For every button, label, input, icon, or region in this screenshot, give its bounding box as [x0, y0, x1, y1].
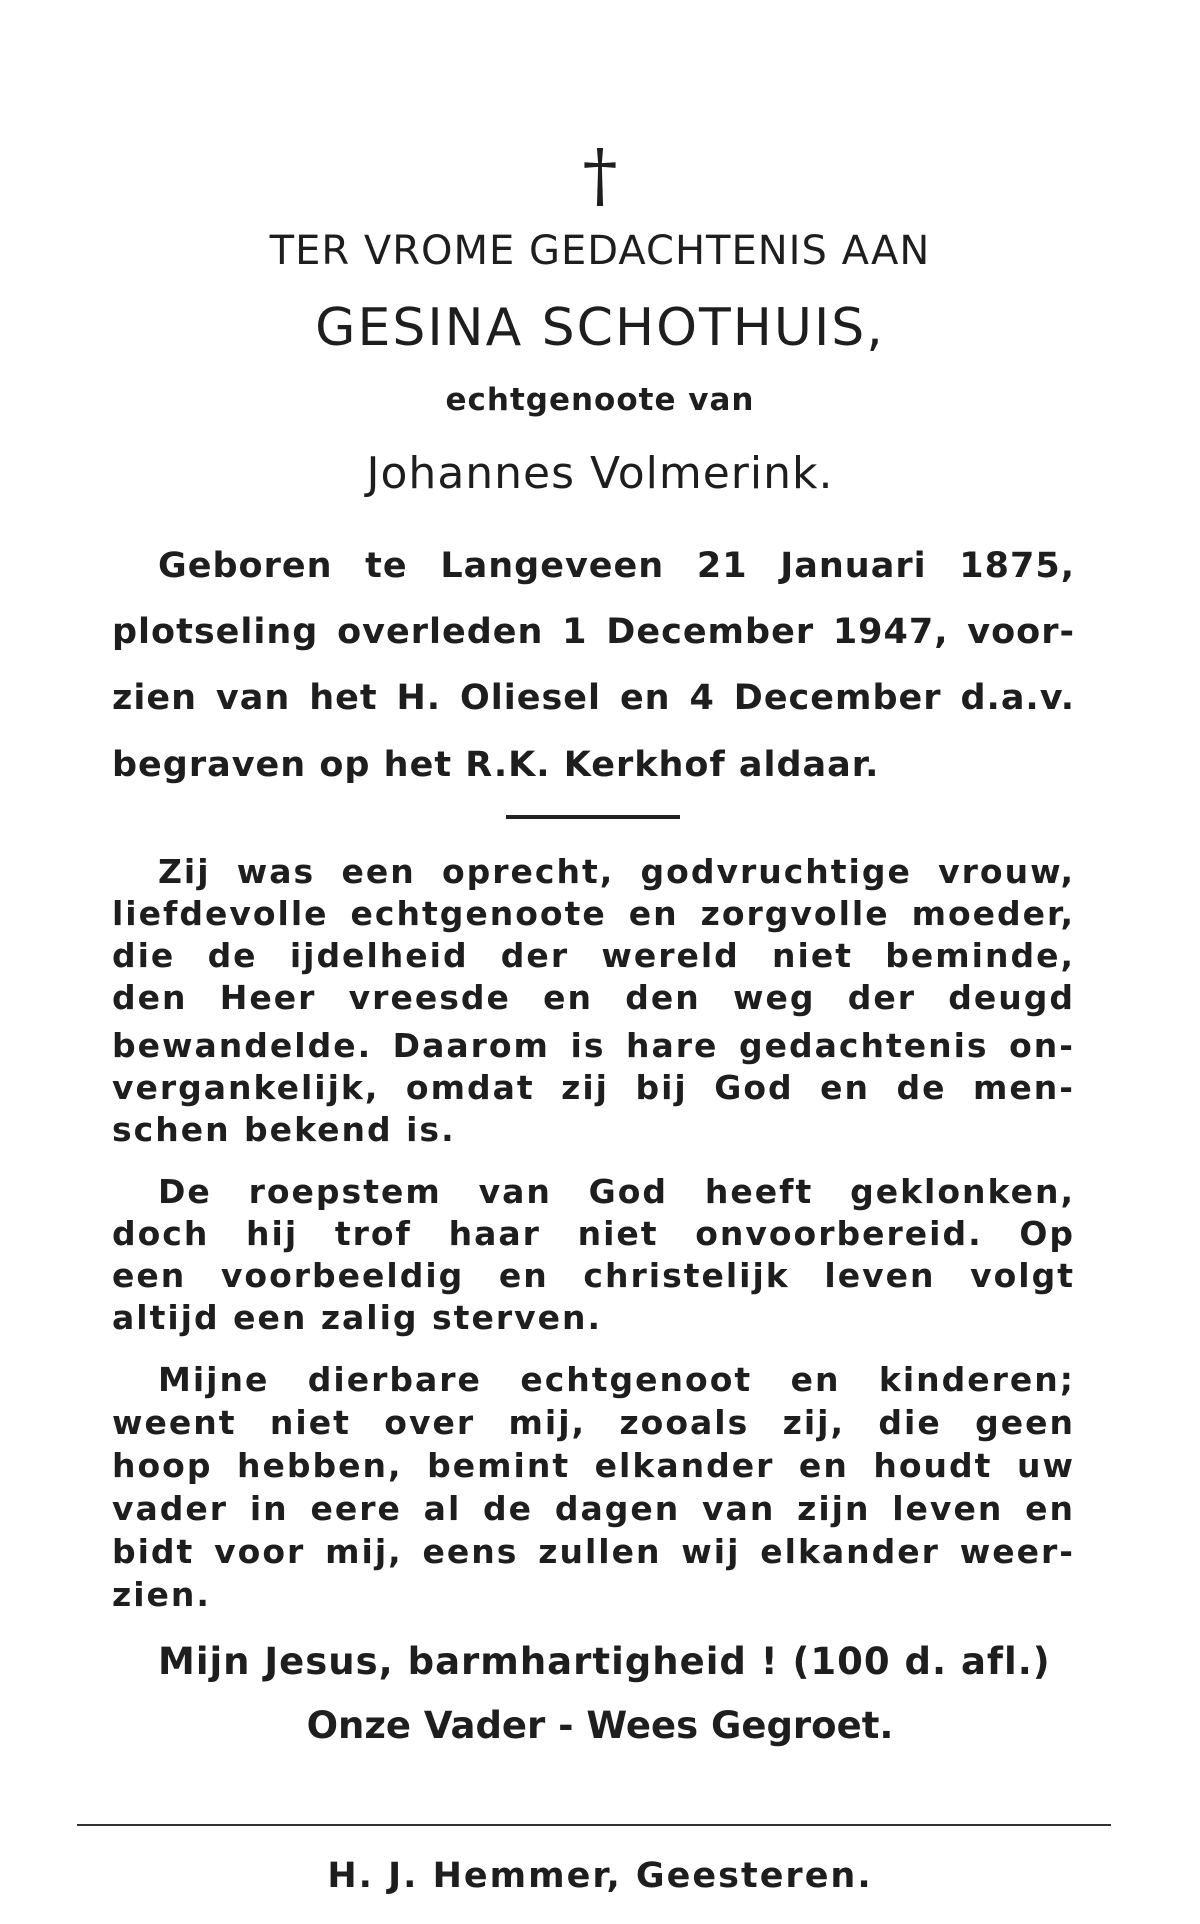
bio-line: Geboren te Langeveen 21 Januari 1875,	[158, 546, 1075, 586]
printer-credit: H. J. Hemmer, Geesteren.	[327, 1856, 873, 1896]
paragraph-line: vader in eere al de dagen van zijn leven en	[112, 1489, 1075, 1528]
paragraph-line: zien.	[112, 1575, 211, 1614]
paragraph-line: bewandelde. Daarom is hare gedachtenis on-	[112, 1026, 1075, 1065]
bio-line: plotseling overleden 1 December 1947, voor-	[112, 612, 1075, 652]
relation: echtgenoote van	[445, 382, 755, 418]
paragraph-line: bidt voor mij, eens zullen wij elkander weer-	[112, 1532, 1075, 1571]
paragraph-line: een voorbeeldig en christelijk leven volgt	[112, 1256, 1075, 1295]
deceased-name: GESINA SCHOTHUIS,	[315, 298, 885, 358]
paragraph-line: liefdevolle echtgenoote en zorgvolle moeder,	[112, 894, 1075, 933]
paragraph-line: schen bekend is.	[112, 1110, 456, 1149]
paragraph-line: doch hij trof haar niet onvoorbereid. Op	[112, 1214, 1075, 1253]
prayer-invocation: Mijn Jesus, barmhartigheid ! (100 d. afl.)	[158, 1640, 1051, 1683]
paragraph-line: die de ijdelheid der wereld niet beminde,	[112, 936, 1075, 975]
paragraph-line: vergankelijk, omdat zij bij God en de men-	[112, 1068, 1075, 1107]
divider	[506, 815, 680, 819]
bio-line: begraven op het R.K. Kerkhof aldaar.	[112, 745, 880, 785]
paragraph-line: hoop hebben, bemint elkander en houdt uw	[112, 1446, 1075, 1485]
paragraph-line: Mijne dierbare echtgenoot en kinderen;	[158, 1360, 1075, 1399]
paragraph-line: altijd een zalig sterven.	[112, 1298, 603, 1337]
spouse-name: Johannes Volmerink.	[366, 448, 834, 499]
paragraph-line: den Heer vreesde en den weg der deugd	[112, 978, 1075, 1017]
heading: TER VROME GEDACHTENIS AAN	[269, 228, 931, 274]
cross-icon: †	[582, 134, 618, 216]
paragraph-line: De roepstem van God heeft geklonken,	[158, 1172, 1075, 1211]
prayer-names: Onze Vader - Wees Gegroet.	[306, 1704, 894, 1747]
paragraph-line: Zij was een oprecht, godvruchtige vrouw,	[158, 852, 1075, 891]
bio-line: zien van het H. Oliesel en 4 December d.a.v.	[112, 678, 1075, 718]
paragraph-line: weent niet over mij, zooals zij, die geen	[112, 1403, 1075, 1442]
footer-rule	[77, 1824, 1111, 1826]
